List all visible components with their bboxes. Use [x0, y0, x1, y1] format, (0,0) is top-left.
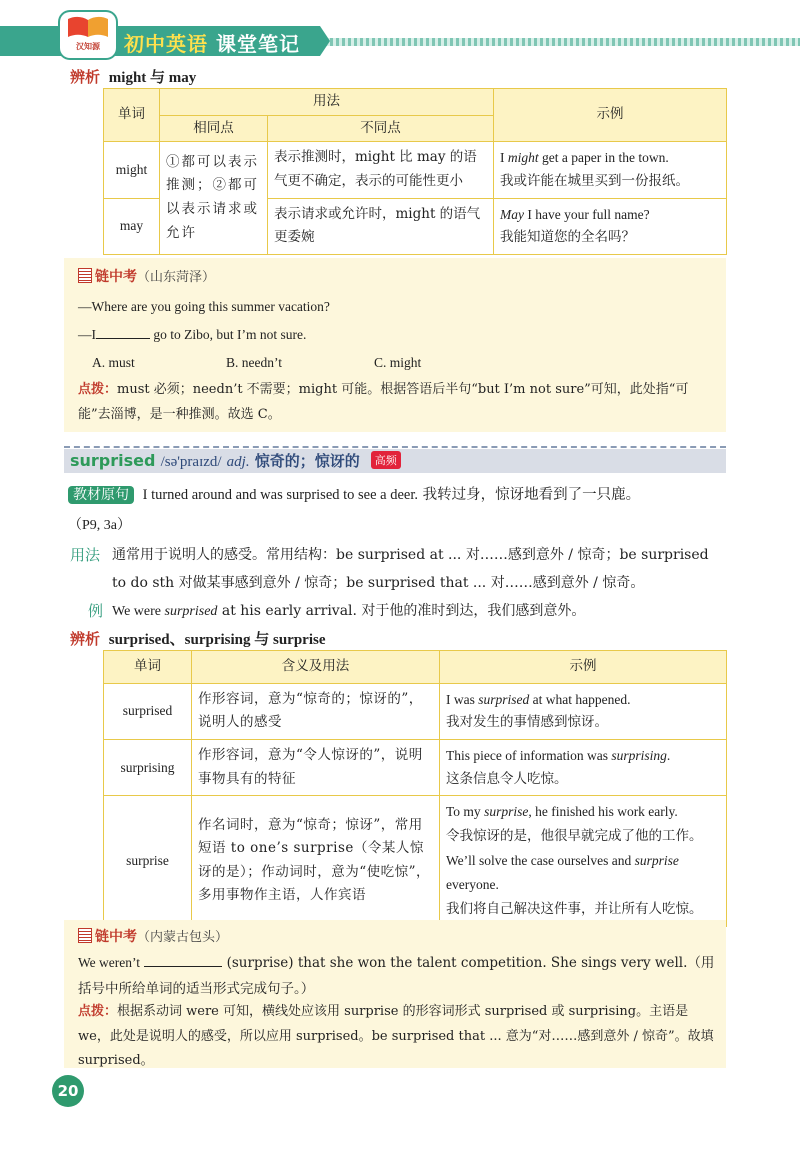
book-icon	[66, 16, 110, 38]
header-title-part2: 课堂笔记	[215, 32, 300, 56]
header-stripe	[300, 38, 800, 46]
word-pos: adj.	[226, 454, 250, 470]
th-usage: 用法	[160, 89, 494, 116]
example-label: 例	[88, 602, 104, 620]
section1-heading	[70, 66, 196, 87]
list-icon	[78, 928, 92, 943]
source-badge: 教材原句	[68, 486, 134, 504]
exam1-question-line1: —Where are you going this summer vacation?	[78, 299, 330, 314]
th-example: 示例	[440, 651, 727, 684]
same-cell: ①都可以表示推测；②都可以表示请求或允许	[160, 142, 268, 255]
section2-label: 辨析	[70, 630, 101, 648]
source-ref: （P9, 3a）	[68, 518, 131, 533]
option-c: C. might	[374, 355, 422, 370]
word-phonetic: /sə'praɪzd/	[160, 454, 222, 470]
th-meaning: 含义及用法	[192, 651, 440, 684]
answer-blank	[144, 966, 222, 967]
exam1-title: 链中考（山东菏泽）	[78, 266, 215, 286]
diff-cell: 表示推测时，might 比 may 的语气更不确定，表示的可能性更小	[268, 142, 494, 198]
header-title-part1: 初中英语	[124, 32, 208, 56]
option-a: A. must	[92, 355, 135, 370]
source-sentence	[68, 483, 640, 504]
example-cell: To my surprise, he finished his work early. 令我惊讶的是，他很早就完成了他的工作。 We’ll solve the case ourselves and surprise everyone. 我们将自己解决这件事，并让所有人吃惊。	[440, 796, 727, 926]
usage-label: 用法	[70, 546, 101, 564]
exam-box-1	[64, 258, 726, 432]
divider	[64, 446, 726, 448]
exam2-question: We weren’t (surprise) that she won the talent competition. She sings very well.（用括号中所给单词的适当形式完成句子。）	[78, 955, 715, 997]
usage-line1: 通常用于说明人的感受。常用结构：be surprised at ... 对……感到意外 / 惊奇；be surprised	[112, 547, 709, 563]
section1-label: 辨析	[70, 68, 101, 86]
option-b: B. needn’t	[226, 355, 282, 370]
th-word: 单词	[104, 651, 192, 684]
th-same: 相同点	[160, 115, 268, 142]
source-en: I turned around and was surprised to see a deer.	[142, 487, 419, 503]
surprise-table	[103, 650, 727, 927]
diff-cell: 表示请求或允许时，might 的语气更委婉	[268, 198, 494, 254]
exam1-question-line2: —I go to Zibo, but I’m not sure.	[78, 327, 307, 342]
word-en: surprised	[70, 451, 156, 470]
word-cell: surprised	[104, 683, 192, 739]
example-cell: I might get a paper in the town. 我或许能在城里买到一份报纸。	[494, 142, 727, 198]
logo-text: 汉知源	[76, 41, 100, 51]
section2-heading	[70, 628, 326, 649]
might-may-table	[103, 88, 727, 255]
exam2-tip: 点拨：根据系动词 were 可知，横线处应该用 surprise 的形容词形式 surprised 或 surprising。主语是 we，此处是说明人的感受，所以应用 surprised。be surprised that ... 意为“对……感到意外 / 惊奇”。故填 surprised。	[78, 1004, 714, 1069]
word-heading	[70, 450, 401, 471]
section2-title: surprised、surprising 与 surprise	[108, 632, 326, 648]
usage-line2: to do sth 对做某事感到意外 / 惊奇；be surprised that ... 对……感到意外 / 惊奇。	[112, 575, 645, 591]
th-example: 示例	[494, 89, 727, 142]
page-number: 20	[52, 1075, 84, 1107]
frequency-badge: 高频	[371, 451, 401, 469]
exam1-tip: 点拨：must 必须；needn’t 不需要；might 可能。根据答语后半句“but I’m not sure”可知，此处指“可能”去淄博，是一种推测。故选 C。	[78, 382, 689, 422]
answer-blank	[96, 338, 150, 339]
th-word: 单词	[104, 89, 160, 142]
source-cn: 我转过身，惊讶地看到了一只鹿。	[422, 487, 641, 503]
exam-box-2	[64, 920, 726, 1068]
meaning-cell: 作名词时，意为“惊奇；惊讶”，常用短语 to one’s surprise（令某人惊讶的是）；作动词时，意为“使吃惊”，多用事物作主语，人作宾语	[192, 796, 440, 926]
header-title	[124, 28, 300, 57]
meaning-cell: 作形容词，意为“令人惊讶的”，说明事物具有的特征	[192, 739, 440, 795]
meaning-cell: 作形容词，意为“惊奇的；惊讶的”，说明人的感受	[192, 683, 440, 739]
word-cell: might	[104, 142, 160, 198]
th-diff: 不同点	[268, 115, 494, 142]
section1-title: might 与 may	[108, 70, 197, 86]
example-cell: This piece of information was surprising. 这条信息令人吃惊。	[440, 739, 727, 795]
word-cell: surprise	[104, 796, 192, 926]
list-icon	[78, 268, 92, 283]
usage-example: We were surprised at his early arrival. 对于他的准时到达，我们感到意外。	[112, 603, 586, 619]
word-cell: may	[104, 198, 160, 254]
word-cell: surprising	[104, 739, 192, 795]
exam2-title: 链中考（内蒙古包头）	[78, 926, 228, 946]
example-cell: I was surprised at what happened. 我对发生的事情感到惊讶。	[440, 683, 727, 739]
example-cell: May I have your full name? 我能知道您的全名吗？	[494, 198, 727, 254]
word-cn: 惊奇的；惊讶的	[254, 452, 360, 470]
